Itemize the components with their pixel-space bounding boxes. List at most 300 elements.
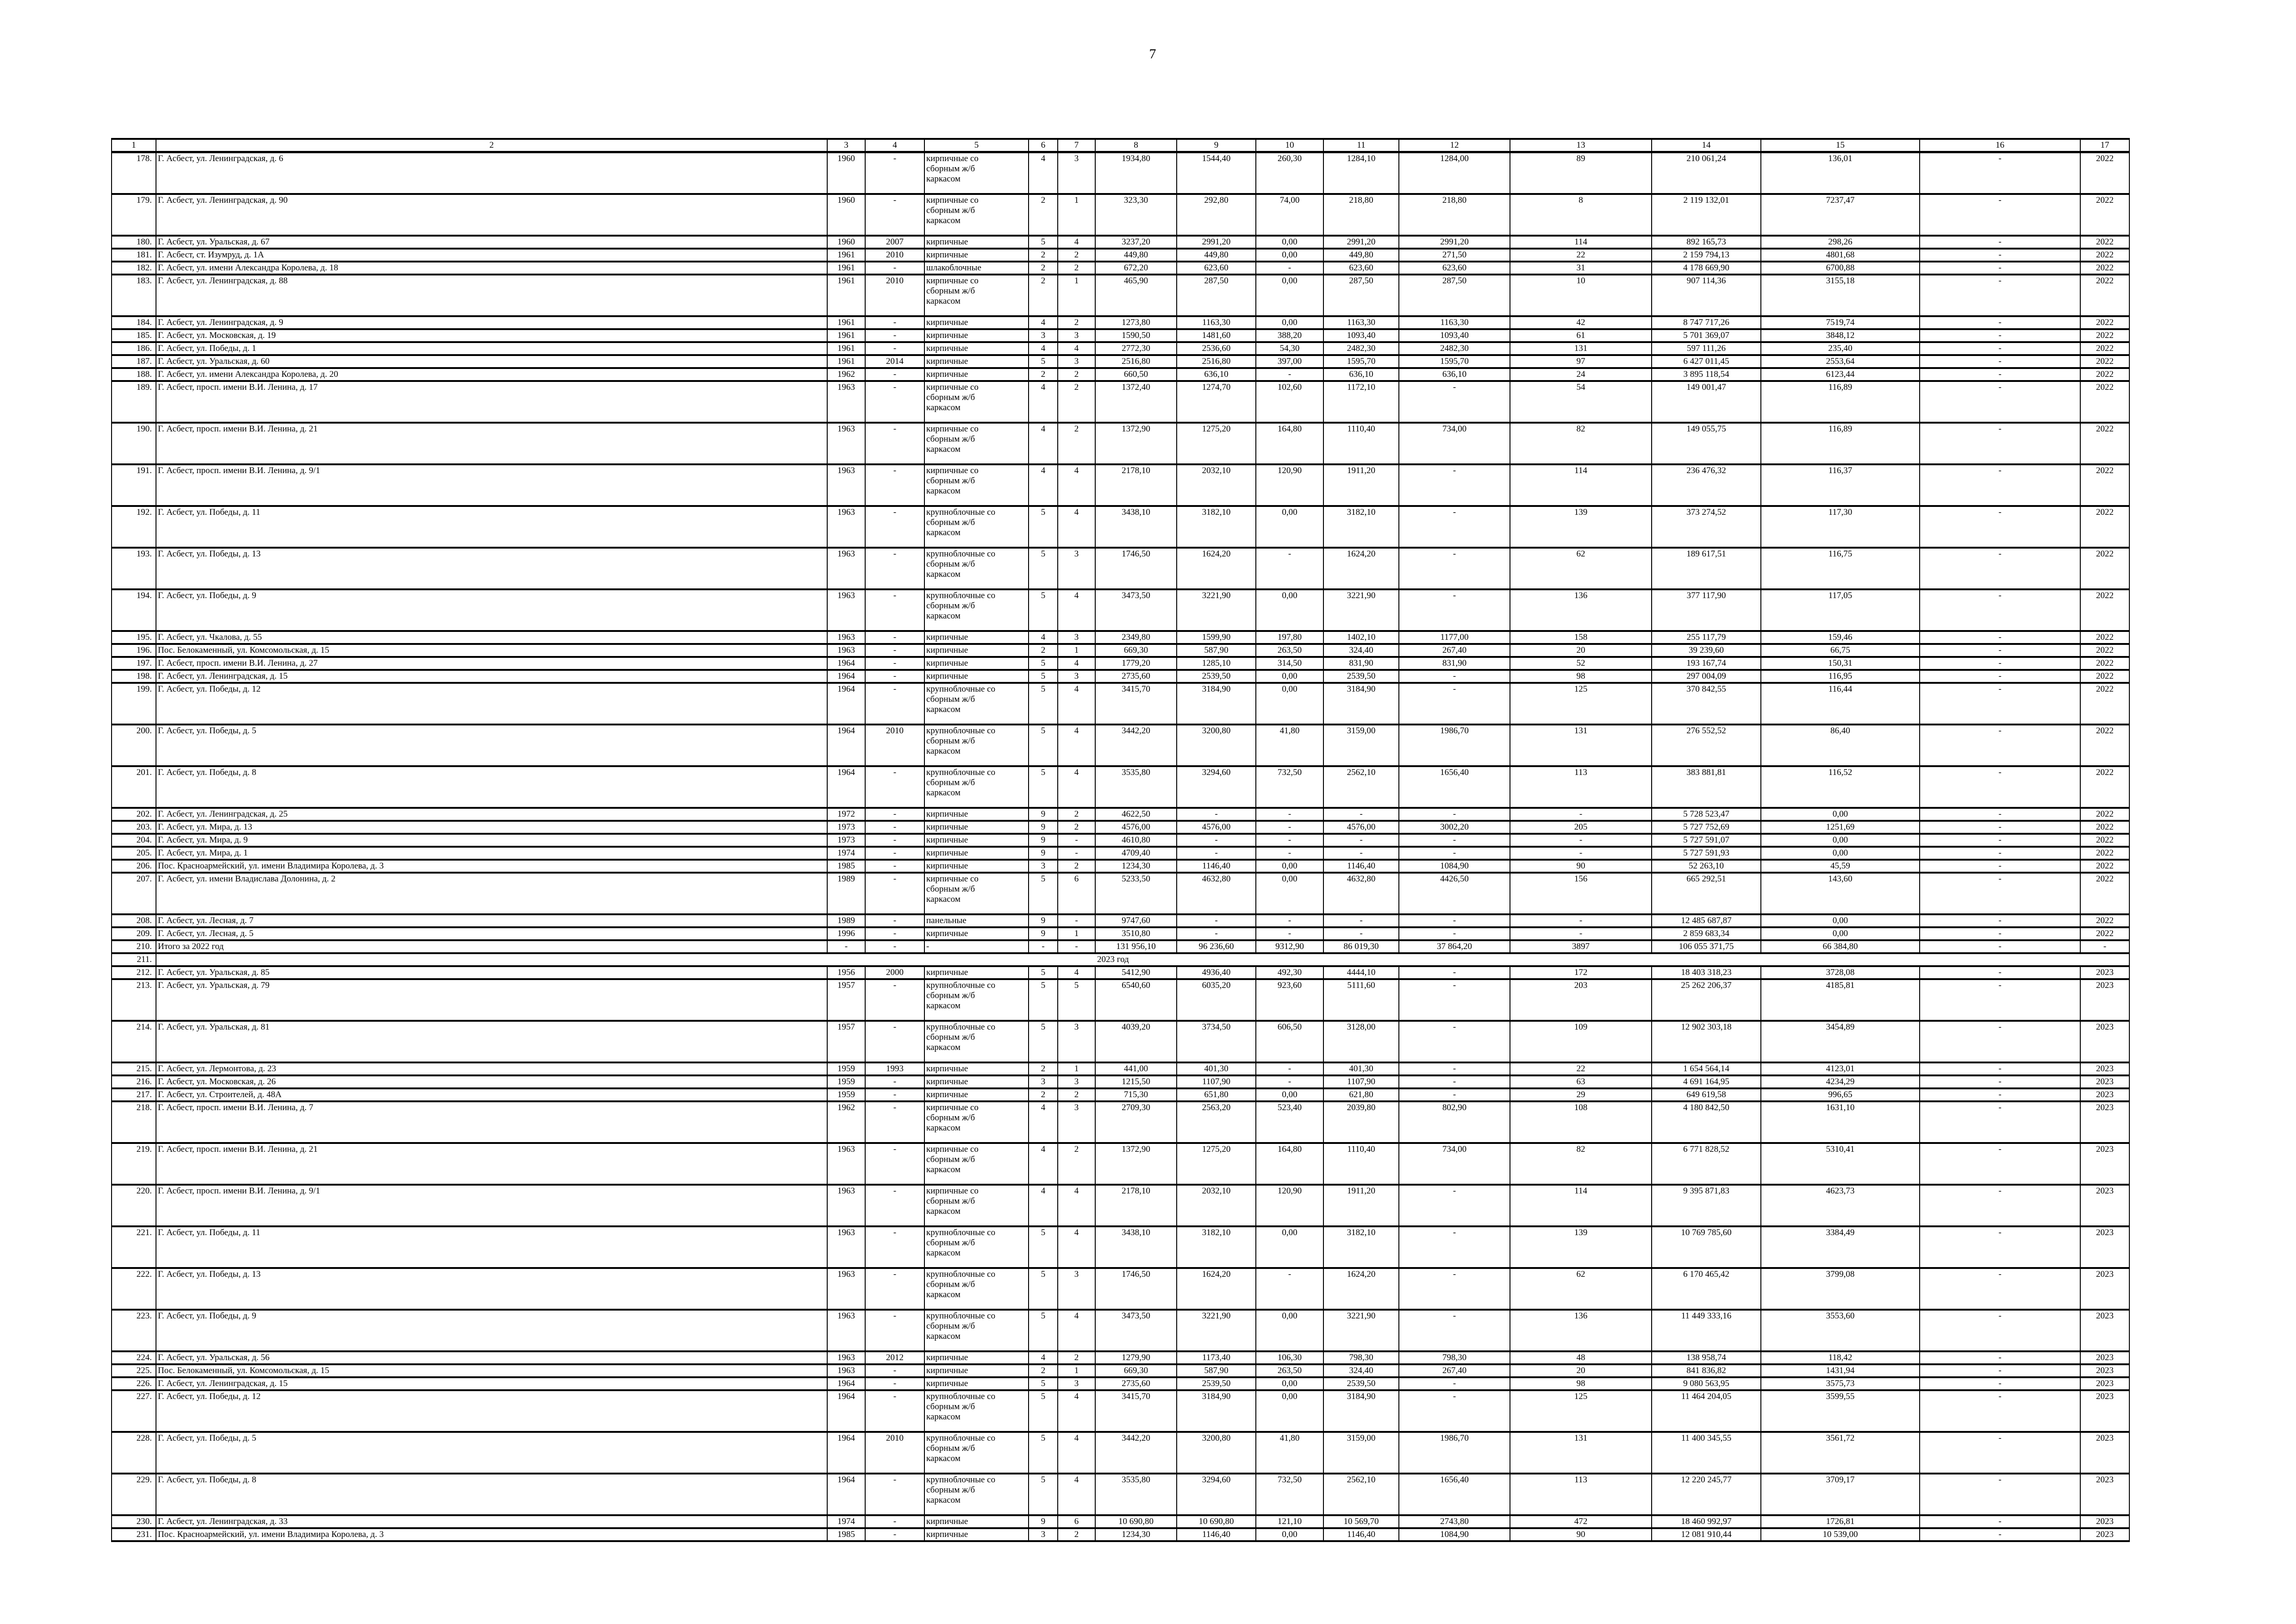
common-area: 54,30 [1256, 342, 1323, 355]
floors: 2 [1029, 1062, 1058, 1075]
floors: 5 [1029, 1310, 1058, 1351]
residents-count: 31 [1510, 262, 1652, 275]
planned-year: 2022 [2080, 329, 2129, 342]
residential-area: 10 569,70 [1323, 1515, 1399, 1528]
row-number: 206. [112, 860, 156, 873]
floors: 5 [1029, 966, 1058, 979]
cost-per-sqm: 143,60 [1761, 873, 1920, 914]
address: Г. Асбест, ул. Чкалова, д. 55 [156, 631, 827, 644]
total-area: 2349,80 [1095, 631, 1177, 644]
year-renovated: - [865, 808, 924, 821]
planned-year: 2023 [2080, 1515, 2129, 1528]
wall-material: крупноблочные со сборным ж/б каркасом [924, 1474, 1029, 1515]
row-number: 181. [112, 249, 156, 262]
wall-material: кирпичные [924, 342, 1029, 355]
residential-area: 4444,10 [1323, 966, 1399, 979]
residential-area: - [1323, 808, 1399, 821]
repair-cost: 10 769 785,60 [1652, 1226, 1761, 1268]
year-built: 1961 [827, 249, 865, 262]
year-built: 1963 [827, 464, 865, 506]
premises-area: 96 236,60 [1177, 940, 1256, 953]
entrances: 1 [1058, 644, 1095, 657]
year-built: 1961 [827, 355, 865, 368]
floors: 4 [1029, 631, 1058, 644]
address: Г. Асбест, ул. имени Александра Королева, д. 20 [156, 368, 827, 381]
col-16-value: - [1920, 1021, 2080, 1062]
premises-area: 3294,60 [1177, 766, 1256, 808]
premises-area: 3182,10 [1177, 1226, 1256, 1268]
entrances: 2 [1058, 316, 1095, 329]
address: Г. Асбест, ул. Победы, д. 12 [156, 1390, 827, 1432]
cost-per-sqm: 6700,88 [1761, 262, 1920, 275]
year-built: 1963 [827, 548, 865, 589]
floors: 5 [1029, 506, 1058, 548]
residential-area: 2562,10 [1323, 1474, 1399, 1515]
year-built: 1963 [827, 1143, 865, 1185]
entrances: 4 [1058, 1185, 1095, 1226]
entrances: - [1058, 847, 1095, 860]
residents-count: 20 [1510, 644, 1652, 657]
total-area: 441,00 [1095, 1062, 1177, 1075]
total-area: 3415,70 [1095, 683, 1177, 725]
cost-per-sqm: 86,40 [1761, 725, 1920, 766]
floors: 4 [1029, 423, 1058, 464]
table-row [112, 683, 2129, 725]
address: Г. Асбест, ул. Уральская, д. 79 [156, 979, 827, 1021]
year-built: 1959 [827, 1062, 865, 1075]
year-renovated: - [865, 329, 924, 342]
residents-count: 472 [1510, 1515, 1652, 1528]
premises-area: 1146,40 [1177, 1528, 1256, 1541]
year-renovated: - [865, 368, 924, 381]
col-16-value: - [1920, 368, 2080, 381]
entrances: 2 [1058, 381, 1095, 423]
year-built: 1962 [827, 368, 865, 381]
wall-material: крупноблочные со сборным ж/б каркасом [924, 1268, 1029, 1310]
premises-area: 401,30 [1177, 1062, 1256, 1075]
total-area: 2178,10 [1095, 464, 1177, 506]
year-renovated: - [865, 657, 924, 670]
year-renovated: - [865, 1310, 924, 1351]
table-row [112, 725, 2129, 766]
premises-area: 449,80 [1177, 249, 1256, 262]
cost-per-sqm: 116,44 [1761, 683, 1920, 725]
year-built: 1961 [827, 329, 865, 342]
col-16-value: - [1920, 847, 2080, 860]
year-built: 1963 [827, 1268, 865, 1310]
floors: 5 [1029, 548, 1058, 589]
row-number: 202. [112, 808, 156, 821]
year-renovated: - [865, 423, 924, 464]
cost-per-sqm: 3561,72 [1761, 1432, 1920, 1474]
column-number-header: 4 [865, 139, 924, 152]
residents-count: 62 [1510, 1268, 1652, 1310]
table-row [112, 940, 2129, 953]
municipal-area: - [1399, 464, 1510, 506]
entrances: 3 [1058, 152, 1095, 194]
cost-per-sqm: 2553,64 [1761, 355, 1920, 368]
col-16-value: - [1920, 1351, 2080, 1364]
municipal-area: - [1399, 979, 1510, 1021]
col-16-value: - [1920, 1310, 2080, 1351]
common-area: 0,00 [1256, 1310, 1323, 1351]
residential-area: 287,50 [1323, 275, 1399, 316]
year-renovated: - [865, 1021, 924, 1062]
floors: 9 [1029, 834, 1058, 847]
entrances: 2 [1058, 249, 1095, 262]
cost-per-sqm: 45,59 [1761, 860, 1920, 873]
municipal-area: - [1399, 1185, 1510, 1226]
municipal-area: 2743,80 [1399, 1515, 1510, 1528]
common-area: 0,00 [1256, 873, 1323, 914]
year-built: 1964 [827, 1432, 865, 1474]
residential-area: 2562,10 [1323, 766, 1399, 808]
residential-area: 218,80 [1323, 194, 1399, 236]
repair-cost: 383 881,81 [1652, 766, 1761, 808]
planned-year: 2023 [2080, 1062, 2129, 1075]
wall-material: кирпичные [924, 821, 1029, 834]
address: Пос. Красноармейский, ул. имени Владимира Королева, д. 3 [156, 1528, 827, 1541]
residential-area: 621,80 [1323, 1088, 1399, 1101]
table-row [112, 1268, 2129, 1310]
address: Г. Асбест, ул. Ленинградская, д. 88 [156, 275, 827, 316]
wall-material: кирпичные [924, 329, 1029, 342]
wall-material: - [924, 940, 1029, 953]
residents-count: 10 [1510, 275, 1652, 316]
repair-cost: 236 476,32 [1652, 464, 1761, 506]
residents-count: 82 [1510, 1143, 1652, 1185]
wall-material: кирпичные [924, 316, 1029, 329]
table-row [112, 860, 2129, 873]
table-row [112, 1088, 2129, 1101]
wall-material: крупноблочные со сборным ж/б каркасом [924, 979, 1029, 1021]
municipal-area: - [1399, 1268, 1510, 1310]
year-renovated: - [865, 644, 924, 657]
total-area: 5412,90 [1095, 966, 1177, 979]
planned-year: 2022 [2080, 589, 2129, 631]
entrances: 4 [1058, 464, 1095, 506]
planned-year: 2022 [2080, 152, 2129, 194]
premises-area: 2516,80 [1177, 355, 1256, 368]
premises-area: 3221,90 [1177, 589, 1256, 631]
premises-area: - [1177, 808, 1256, 821]
row-number: 217. [112, 1088, 156, 1101]
wall-material: кирпичные [924, 927, 1029, 940]
row-number: 188. [112, 368, 156, 381]
municipal-area: - [1399, 683, 1510, 725]
col-16-value: - [1920, 834, 2080, 847]
floors: 4 [1029, 342, 1058, 355]
planned-year: 2022 [2080, 834, 2129, 847]
premises-area: 2536,60 [1177, 342, 1256, 355]
total-area: 4576,00 [1095, 821, 1177, 834]
municipal-area: - [1399, 1062, 1510, 1075]
planned-year: 2023 [2080, 979, 2129, 1021]
total-area: 3442,20 [1095, 725, 1177, 766]
address: Г. Асбест, просп. имени В.И. Ленина, д. 9/1 [156, 464, 827, 506]
planned-year: - [2080, 940, 2129, 953]
table-row [112, 1226, 2129, 1268]
municipal-area: 1986,70 [1399, 1432, 1510, 1474]
premises-area: 3200,80 [1177, 725, 1256, 766]
floors: 4 [1029, 316, 1058, 329]
address: Г. Асбест, ул. Ленинградская, д. 15 [156, 1377, 827, 1390]
common-area: 0,00 [1256, 275, 1323, 316]
col-16-value: - [1920, 725, 2080, 766]
total-area: 3237,20 [1095, 236, 1177, 249]
residential-area: 3184,90 [1323, 683, 1399, 725]
common-area: 0,00 [1256, 1226, 1323, 1268]
column-number-header: 5 [924, 139, 1029, 152]
row-number: 224. [112, 1351, 156, 1364]
municipal-area: 1163,30 [1399, 316, 1510, 329]
residential-area: 3182,10 [1323, 506, 1399, 548]
floors: 4 [1029, 1101, 1058, 1143]
address: Г. Асбест, просп. имени В.И. Ленина, д. 7 [156, 1101, 827, 1143]
cost-per-sqm: 116,75 [1761, 548, 1920, 589]
year-built: 1961 [827, 262, 865, 275]
row-number: 191. [112, 464, 156, 506]
planned-year: 2022 [2080, 236, 2129, 249]
repair-cost: 9 080 563,95 [1652, 1377, 1761, 1390]
common-area: 314,50 [1256, 657, 1323, 670]
common-area: 0,00 [1256, 1377, 1323, 1390]
entrances: 2 [1058, 1088, 1095, 1101]
floors: 5 [1029, 1226, 1058, 1268]
row-number: 219. [112, 1143, 156, 1185]
year-built: 1989 [827, 873, 865, 914]
municipal-area: - [1399, 548, 1510, 589]
cost-per-sqm: 3848,12 [1761, 329, 1920, 342]
cost-per-sqm: 0,00 [1761, 927, 1920, 940]
total-area: 1234,30 [1095, 860, 1177, 873]
common-area: 0,00 [1256, 683, 1323, 725]
common-area: - [1256, 847, 1323, 860]
address: Г. Асбест, ул. Лермонтова, д. 23 [156, 1062, 827, 1075]
table-row [112, 1021, 2129, 1062]
planned-year: 2022 [2080, 683, 2129, 725]
residential-area: 1093,40 [1323, 329, 1399, 342]
floors: 3 [1029, 860, 1058, 873]
total-area: 1234,30 [1095, 1528, 1177, 1541]
year-renovated: - [865, 589, 924, 631]
common-area: 120,90 [1256, 464, 1323, 506]
address: Г. Асбест, ул. Уральская, д. 60 [156, 355, 827, 368]
common-area: 606,50 [1256, 1021, 1323, 1062]
residents-count: 90 [1510, 1528, 1652, 1541]
column-number-header: 6 [1029, 139, 1058, 152]
col-16-value: - [1920, 1226, 2080, 1268]
table-row [112, 1351, 2129, 1364]
year-renovated: 2000 [865, 966, 924, 979]
year-renovated: 2010 [865, 1432, 924, 1474]
residential-area: 1110,40 [1323, 423, 1399, 464]
table-row [112, 152, 2129, 194]
total-area: 323,30 [1095, 194, 1177, 236]
common-area: 164,80 [1256, 423, 1323, 464]
planned-year: 2022 [2080, 631, 2129, 644]
address: Г. Асбест, ул. Победы, д. 13 [156, 1268, 827, 1310]
residential-area: 3159,00 [1323, 725, 1399, 766]
year-renovated: - [865, 464, 924, 506]
total-area: 715,30 [1095, 1088, 1177, 1101]
premises-area: - [1177, 927, 1256, 940]
cost-per-sqm: 4801,68 [1761, 249, 1920, 262]
address: Г. Асбест, ул. Ленинградская, д. 90 [156, 194, 827, 236]
year-built: 1964 [827, 670, 865, 683]
year-renovated: 2014 [865, 355, 924, 368]
residential-area: 2539,50 [1323, 670, 1399, 683]
residents-count: 90 [1510, 860, 1652, 873]
entrances: 5 [1058, 979, 1095, 1021]
floors: 9 [1029, 847, 1058, 860]
col-16-value: - [1920, 1185, 2080, 1226]
address: Г. Асбест, ул. Победы, д. 13 [156, 548, 827, 589]
floors: 5 [1029, 1390, 1058, 1432]
column-number-header: 16 [1920, 139, 2080, 152]
residents-count: 97 [1510, 355, 1652, 368]
planned-year: 2022 [2080, 316, 2129, 329]
planned-year: 2022 [2080, 927, 2129, 940]
entrances: 6 [1058, 873, 1095, 914]
common-area: 263,50 [1256, 644, 1323, 657]
planned-year: 2022 [2080, 873, 2129, 914]
premises-area: 3200,80 [1177, 1432, 1256, 1474]
cost-per-sqm: 3709,17 [1761, 1474, 1920, 1515]
col-16-value: - [1920, 1062, 2080, 1075]
municipal-area: 734,00 [1399, 423, 1510, 464]
entrances: 4 [1058, 725, 1095, 766]
table-row [112, 316, 2129, 329]
address: Г. Асбест, ул. имени Владислава Долонина, д. 2 [156, 873, 827, 914]
residents-count: - [1510, 927, 1652, 940]
col-16-value: - [1920, 1143, 2080, 1185]
entrances: 3 [1058, 1075, 1095, 1088]
premises-area: 1173,40 [1177, 1351, 1256, 1364]
row-number: 207. [112, 873, 156, 914]
residential-area: 3221,90 [1323, 589, 1399, 631]
entrances: 3 [1058, 1021, 1095, 1062]
col-16-value: - [1920, 873, 2080, 914]
floors: 4 [1029, 1185, 1058, 1226]
premises-area: - [1177, 914, 1256, 927]
common-area: 121,10 [1256, 1515, 1323, 1528]
column-number-header: 17 [2080, 139, 2129, 152]
municipal-area: - [1399, 834, 1510, 847]
municipal-area: 802,90 [1399, 1101, 1510, 1143]
common-area: 120,90 [1256, 1185, 1323, 1226]
premises-area: 2991,20 [1177, 236, 1256, 249]
cost-per-sqm: 150,31 [1761, 657, 1920, 670]
planned-year: 2023 [2080, 1268, 2129, 1310]
residents-count: 156 [1510, 873, 1652, 914]
residential-area: 3159,00 [1323, 1432, 1399, 1474]
repair-cost: 6 427 011,45 [1652, 355, 1761, 368]
repair-cost: 649 619,58 [1652, 1088, 1761, 1101]
col-16-value: - [1920, 1528, 2080, 1541]
total-area: 3438,10 [1095, 1226, 1177, 1268]
municipal-area: 623,60 [1399, 262, 1510, 275]
common-area: 0,00 [1256, 316, 1323, 329]
common-area: - [1256, 548, 1323, 589]
premises-area: 3184,90 [1177, 683, 1256, 725]
col-16-value: - [1920, 355, 2080, 368]
table-row [112, 548, 2129, 589]
planned-year: 2023 [2080, 1528, 2129, 1541]
wall-material: крупноблочные со сборным ж/б каркасом [924, 1310, 1029, 1351]
column-number-header: 14 [1652, 139, 1761, 152]
col-16-value: - [1920, 1088, 2080, 1101]
cost-per-sqm: 3599,55 [1761, 1390, 1920, 1432]
year-renovated: - [865, 194, 924, 236]
planned-year: 2022 [2080, 506, 2129, 548]
residents-count: - [1510, 914, 1652, 927]
year-renovated: - [865, 1390, 924, 1432]
wall-material: кирпичные [924, 670, 1029, 683]
residential-area: 2539,50 [1323, 1377, 1399, 1390]
year-renovated: - [865, 683, 924, 725]
row-number: 218. [112, 1101, 156, 1143]
premises-area: 651,80 [1177, 1088, 1256, 1101]
table-row [112, 1474, 2129, 1515]
floors: 9 [1029, 1515, 1058, 1528]
wall-material: кирпичные [924, 236, 1029, 249]
wall-material: крупноблочные со сборным ж/б каркасом [924, 589, 1029, 631]
municipal-area: - [1399, 1226, 1510, 1268]
total-area: 9747,60 [1095, 914, 1177, 927]
common-area: - [1256, 834, 1323, 847]
year-renovated: 2012 [865, 1351, 924, 1364]
common-area: 0,00 [1256, 249, 1323, 262]
entrances: 4 [1058, 1390, 1095, 1432]
entrances: 4 [1058, 589, 1095, 631]
premises-area: 1599,90 [1177, 631, 1256, 644]
entrances: 4 [1058, 1226, 1095, 1268]
residents-count: 108 [1510, 1101, 1652, 1143]
row-number: 228. [112, 1432, 156, 1474]
address: Г. Асбест, ул. Ленинградская, д. 9 [156, 316, 827, 329]
year-built: 1964 [827, 1474, 865, 1515]
table-row [112, 1528, 2129, 1541]
total-area: 5233,50 [1095, 873, 1177, 914]
address: Г. Асбест, ул. Победы, д. 12 [156, 683, 827, 725]
premises-area: 3184,90 [1177, 1390, 1256, 1432]
repair-cost: 11 400 345,55 [1652, 1432, 1761, 1474]
residential-area: 86 019,30 [1323, 940, 1399, 953]
planned-year: 2022 [2080, 670, 2129, 683]
cost-per-sqm: 3575,73 [1761, 1377, 1920, 1390]
common-area: - [1256, 1075, 1323, 1088]
residents-count: - [1510, 808, 1652, 821]
residential-area: 1595,70 [1323, 355, 1399, 368]
repair-cost: 2 119 132,01 [1652, 194, 1761, 236]
municipal-area: - [1399, 1390, 1510, 1432]
residents-count: 89 [1510, 152, 1652, 194]
column-number-header: 7 [1058, 139, 1095, 152]
year-built: 1974 [827, 847, 865, 860]
entrances: 4 [1058, 342, 1095, 355]
row-number: 215. [112, 1062, 156, 1075]
total-area: 669,30 [1095, 644, 1177, 657]
year-renovated: - [865, 847, 924, 860]
residents-count: 3897 [1510, 940, 1652, 953]
floors: 4 [1029, 1351, 1058, 1364]
floors: 5 [1029, 1268, 1058, 1310]
wall-material: кирпичные со сборным ж/б каркасом [924, 873, 1029, 914]
common-area: 197,80 [1256, 631, 1323, 644]
floors: 5 [1029, 1474, 1058, 1515]
year-renovated: - [865, 979, 924, 1021]
